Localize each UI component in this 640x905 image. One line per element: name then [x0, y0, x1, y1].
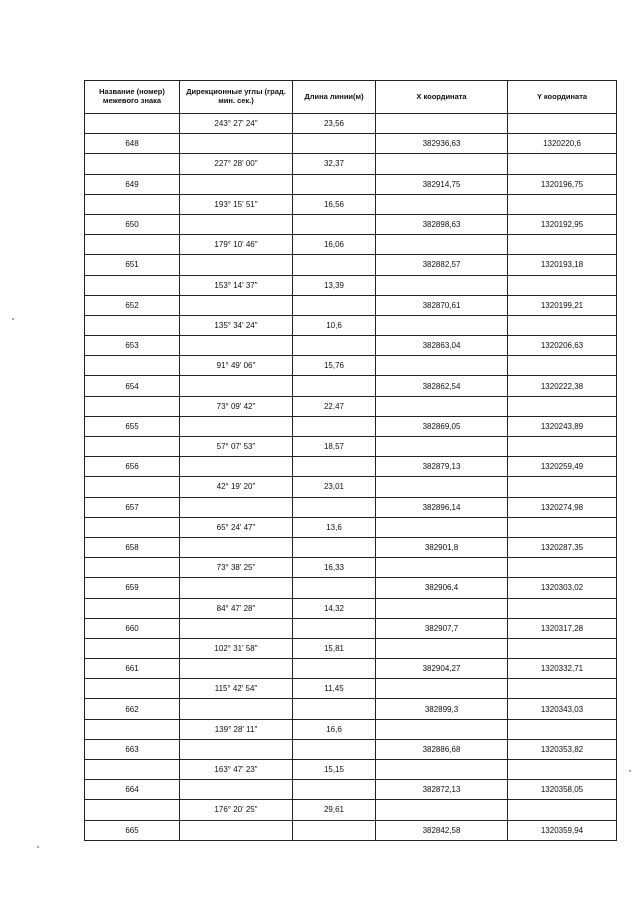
cell-y-coordinate: 1320317,28 [508, 618, 617, 638]
cell-y-coordinate [508, 719, 617, 739]
cell-line-length [293, 295, 376, 315]
cell-bearing-angle: 227° 28' 00" [180, 154, 293, 174]
cell-x-coordinate [376, 396, 508, 416]
cell-line-length [293, 780, 376, 800]
table-row-segment [85, 558, 617, 578]
header-x-coordinate: X координата [376, 81, 508, 114]
cell-line-length [293, 336, 376, 356]
table-row-segment [85, 396, 617, 416]
cell-bearing-angle [180, 780, 293, 800]
cell-bearing-angle [180, 255, 293, 275]
cell-y-coordinate: 1320332,71 [508, 659, 617, 679]
cell-bearing-angle [180, 537, 293, 557]
cell-x-coordinate: 382936,63 [376, 134, 508, 154]
cell-x-coordinate [376, 114, 508, 134]
cell-y-coordinate: 1320192,95 [508, 214, 617, 234]
cell-marker-name: 659 [85, 578, 180, 598]
cell-x-coordinate [376, 679, 508, 699]
cell-marker-name: 648 [85, 134, 180, 154]
cell-marker-name [85, 235, 180, 255]
cell-line-length: 16,33 [293, 558, 376, 578]
cell-marker-name [85, 679, 180, 699]
cell-line-length: 10,6 [293, 315, 376, 335]
cell-bearing-angle [180, 699, 293, 719]
cell-x-coordinate [376, 154, 508, 174]
cell-x-coordinate: 382904,27 [376, 659, 508, 679]
cell-x-coordinate: 382869,05 [376, 416, 508, 436]
cell-y-coordinate [508, 598, 617, 618]
cell-bearing-angle [180, 416, 293, 436]
table-row-segment [85, 437, 617, 457]
table-row-segment [85, 598, 617, 618]
cell-y-coordinate [508, 114, 617, 134]
cell-marker-name: 658 [85, 537, 180, 557]
cell-bearing-angle: 135° 34' 24" [180, 315, 293, 335]
cell-line-length [293, 537, 376, 557]
cell-x-coordinate: 382870,61 [376, 295, 508, 315]
cell-line-length [293, 739, 376, 759]
scan-speck [37, 846, 39, 848]
header-y-coordinate: Y координата [508, 81, 617, 114]
cell-bearing-angle: 73° 09' 42" [180, 396, 293, 416]
cell-marker-name: 662 [85, 699, 180, 719]
cell-bearing-angle: 42° 19' 20" [180, 477, 293, 497]
cell-line-length [293, 214, 376, 234]
cell-x-coordinate [376, 760, 508, 780]
cell-marker-name: 650 [85, 214, 180, 234]
cell-marker-name: 664 [85, 780, 180, 800]
cell-bearing-angle: 163° 47' 23" [180, 760, 293, 780]
cell-bearing-angle [180, 174, 293, 194]
table-row-marker [85, 214, 617, 234]
cell-x-coordinate: 382899,3 [376, 699, 508, 719]
table-row-segment [85, 356, 617, 376]
scan-speck [629, 770, 631, 772]
table-row-marker [85, 336, 617, 356]
cell-x-coordinate: 382907,7 [376, 618, 508, 638]
cell-y-coordinate: 1320193,18 [508, 255, 617, 275]
cell-y-coordinate [508, 800, 617, 820]
cell-bearing-angle: 84° 47' 28" [180, 598, 293, 618]
cell-line-length: 15,15 [293, 760, 376, 780]
cell-line-length [293, 578, 376, 598]
cell-x-coordinate [376, 315, 508, 335]
cell-x-coordinate: 382914,75 [376, 174, 508, 194]
cell-y-coordinate: 1320303,02 [508, 578, 617, 598]
cell-bearing-angle [180, 739, 293, 759]
cell-bearing-angle [180, 134, 293, 154]
cell-bearing-angle [180, 214, 293, 234]
cell-bearing-angle [180, 457, 293, 477]
cell-bearing-angle [180, 497, 293, 517]
cell-line-length: 13,6 [293, 517, 376, 537]
cell-bearing-angle [180, 295, 293, 315]
cell-marker-name [85, 315, 180, 335]
cell-marker-name [85, 154, 180, 174]
cell-bearing-angle [180, 578, 293, 598]
boundary-coordinates-table [84, 80, 617, 841]
table-row-segment [85, 719, 617, 739]
cell-bearing-angle: 115° 42' 54" [180, 679, 293, 699]
cell-marker-name: 651 [85, 255, 180, 275]
cell-x-coordinate: 382842,58 [376, 820, 508, 840]
cell-y-coordinate [508, 760, 617, 780]
cell-x-coordinate [376, 194, 508, 214]
cell-marker-name [85, 598, 180, 618]
cell-y-coordinate [508, 235, 617, 255]
cell-marker-name: 656 [85, 457, 180, 477]
table-row-marker [85, 537, 617, 557]
cell-line-length: 14,32 [293, 598, 376, 618]
cell-marker-name: 649 [85, 174, 180, 194]
cell-bearing-angle: 73° 38' 25" [180, 558, 293, 578]
cell-bearing-angle: 102° 31' 58" [180, 638, 293, 658]
table-row-marker [85, 174, 617, 194]
cell-marker-name [85, 517, 180, 537]
cell-marker-name: 660 [85, 618, 180, 638]
cell-x-coordinate: 382863,04 [376, 336, 508, 356]
table-row-segment [85, 315, 617, 335]
cell-line-length: 13,39 [293, 275, 376, 295]
cell-marker-name: 657 [85, 497, 180, 517]
cell-line-length: 22,47 [293, 396, 376, 416]
cell-x-coordinate [376, 356, 508, 376]
table-row-segment [85, 679, 617, 699]
table-row-marker [85, 134, 617, 154]
cell-line-length: 18,57 [293, 437, 376, 457]
cell-line-length: 15,81 [293, 638, 376, 658]
cell-line-length [293, 457, 376, 477]
cell-marker-name: 653 [85, 336, 180, 356]
cell-bearing-angle [180, 618, 293, 638]
table-row-marker [85, 618, 617, 638]
cell-line-length: 29,61 [293, 800, 376, 820]
cell-bearing-angle [180, 659, 293, 679]
table-row-marker [85, 578, 617, 598]
table-row-segment [85, 477, 617, 497]
table-row-segment [85, 194, 617, 214]
table-row-marker [85, 416, 617, 436]
cell-x-coordinate [376, 598, 508, 618]
cell-bearing-angle: 91° 49' 06" [180, 356, 293, 376]
table-row-marker [85, 255, 617, 275]
cell-x-coordinate: 382862,54 [376, 376, 508, 396]
table-row-segment [85, 517, 617, 537]
cell-line-length [293, 174, 376, 194]
cell-bearing-angle: 243° 27' 24" [180, 114, 293, 134]
cell-x-coordinate [376, 235, 508, 255]
table-row-segment [85, 235, 617, 255]
cell-bearing-angle [180, 336, 293, 356]
cell-line-length: 15,76 [293, 356, 376, 376]
cell-bearing-angle: 153° 14' 37" [180, 275, 293, 295]
cell-y-coordinate: 1320196,75 [508, 174, 617, 194]
table-row-marker [85, 739, 617, 759]
cell-line-length: 23,56 [293, 114, 376, 134]
cell-line-length [293, 699, 376, 719]
cell-marker-name: 663 [85, 739, 180, 759]
cell-line-length [293, 416, 376, 436]
cell-y-coordinate: 1320274,98 [508, 497, 617, 517]
cell-line-length [293, 376, 376, 396]
cell-marker-name: 665 [85, 820, 180, 840]
cell-x-coordinate [376, 437, 508, 457]
table-row-segment [85, 800, 617, 820]
table-row-marker [85, 457, 617, 477]
cell-line-length: 32,37 [293, 154, 376, 174]
cell-bearing-angle: 176° 20' 25" [180, 800, 293, 820]
cell-x-coordinate: 382879,13 [376, 457, 508, 477]
header-row [85, 81, 617, 114]
cell-marker-name: 654 [85, 376, 180, 396]
cell-x-coordinate: 382882,57 [376, 255, 508, 275]
cell-y-coordinate [508, 679, 617, 699]
cell-bearing-angle: 193° 15' 51" [180, 194, 293, 214]
cell-x-coordinate [376, 517, 508, 537]
cell-y-coordinate [508, 477, 617, 497]
header-marker-name: Название (номер) межевого знака [85, 81, 180, 114]
cell-line-length: 16,6 [293, 719, 376, 739]
table-row-segment [85, 275, 617, 295]
cell-line-length: 16,56 [293, 194, 376, 214]
cell-bearing-angle: 65° 24' 47" [180, 517, 293, 537]
cell-line-length [293, 618, 376, 638]
cell-y-coordinate [508, 437, 617, 457]
cell-line-length: 11,45 [293, 679, 376, 699]
table-row-marker [85, 376, 617, 396]
cell-x-coordinate [376, 558, 508, 578]
cell-marker-name: 661 [85, 659, 180, 679]
cell-marker-name [85, 114, 180, 134]
cell-x-coordinate [376, 638, 508, 658]
cell-line-length [293, 820, 376, 840]
cell-y-coordinate [508, 154, 617, 174]
cell-y-coordinate: 1320358,05 [508, 780, 617, 800]
cell-x-coordinate: 382898,63 [376, 214, 508, 234]
cell-marker-name [85, 638, 180, 658]
cell-line-length: 23,01 [293, 477, 376, 497]
cell-line-length [293, 497, 376, 517]
cell-y-coordinate [508, 356, 617, 376]
cell-marker-name [85, 275, 180, 295]
cell-y-coordinate: 1320287,35 [508, 537, 617, 557]
cell-x-coordinate: 382896,14 [376, 497, 508, 517]
header-line-length: Длина линии(м) [293, 81, 376, 114]
cell-y-coordinate [508, 194, 617, 214]
table-row-segment [85, 154, 617, 174]
cell-y-coordinate [508, 315, 617, 335]
cell-marker-name [85, 719, 180, 739]
cell-x-coordinate [376, 800, 508, 820]
cell-marker-name [85, 558, 180, 578]
cell-line-length [293, 659, 376, 679]
cell-marker-name [85, 477, 180, 497]
table-header [85, 81, 617, 114]
cell-bearing-angle [180, 376, 293, 396]
cell-marker-name [85, 396, 180, 416]
cell-line-length [293, 134, 376, 154]
cell-line-length [293, 255, 376, 275]
cell-bearing-angle: 57° 07' 53" [180, 437, 293, 457]
cell-y-coordinate: 1320353,82 [508, 739, 617, 759]
cell-x-coordinate [376, 477, 508, 497]
cell-marker-name [85, 800, 180, 820]
cell-y-coordinate [508, 517, 617, 537]
cell-x-coordinate [376, 275, 508, 295]
cell-y-coordinate: 1320220,6 [508, 134, 617, 154]
table-row-marker [85, 659, 617, 679]
cell-y-coordinate: 1320343,03 [508, 699, 617, 719]
header-bearing-angles: Дирекционные углы (град. мин. сек.) [180, 81, 293, 114]
table-body [85, 114, 617, 841]
cell-y-coordinate: 1320243,89 [508, 416, 617, 436]
cell-y-coordinate: 1320259,49 [508, 457, 617, 477]
cell-bearing-angle: 179° 10' 46" [180, 235, 293, 255]
cell-marker-name: 655 [85, 416, 180, 436]
cell-x-coordinate: 382901,8 [376, 537, 508, 557]
table-row-marker [85, 497, 617, 517]
table-row-segment [85, 114, 617, 134]
cell-bearing-angle [180, 820, 293, 840]
cell-y-coordinate: 1320222,38 [508, 376, 617, 396]
table-row-marker [85, 780, 617, 800]
cell-x-coordinate [376, 719, 508, 739]
cell-y-coordinate: 1320206,63 [508, 336, 617, 356]
table-row-marker [85, 295, 617, 315]
table-row-marker [85, 820, 617, 840]
cell-bearing-angle: 139° 28' 11" [180, 719, 293, 739]
table-row-marker [85, 699, 617, 719]
cell-y-coordinate [508, 275, 617, 295]
cell-marker-name [85, 356, 180, 376]
cell-line-length: 16,06 [293, 235, 376, 255]
cell-y-coordinate [508, 396, 617, 416]
cell-marker-name: 652 [85, 295, 180, 315]
cell-marker-name [85, 194, 180, 214]
scan-speck [12, 318, 14, 320]
cell-y-coordinate: 1320359,94 [508, 820, 617, 840]
cell-y-coordinate [508, 558, 617, 578]
table-row-segment [85, 760, 617, 780]
cell-marker-name [85, 760, 180, 780]
table-row-segment [85, 638, 617, 658]
cell-y-coordinate: 1320199,21 [508, 295, 617, 315]
cell-y-coordinate [508, 638, 617, 658]
cell-x-coordinate: 382906,4 [376, 578, 508, 598]
cell-x-coordinate: 382886,68 [376, 739, 508, 759]
cell-x-coordinate: 382872,13 [376, 780, 508, 800]
cell-marker-name [85, 437, 180, 457]
